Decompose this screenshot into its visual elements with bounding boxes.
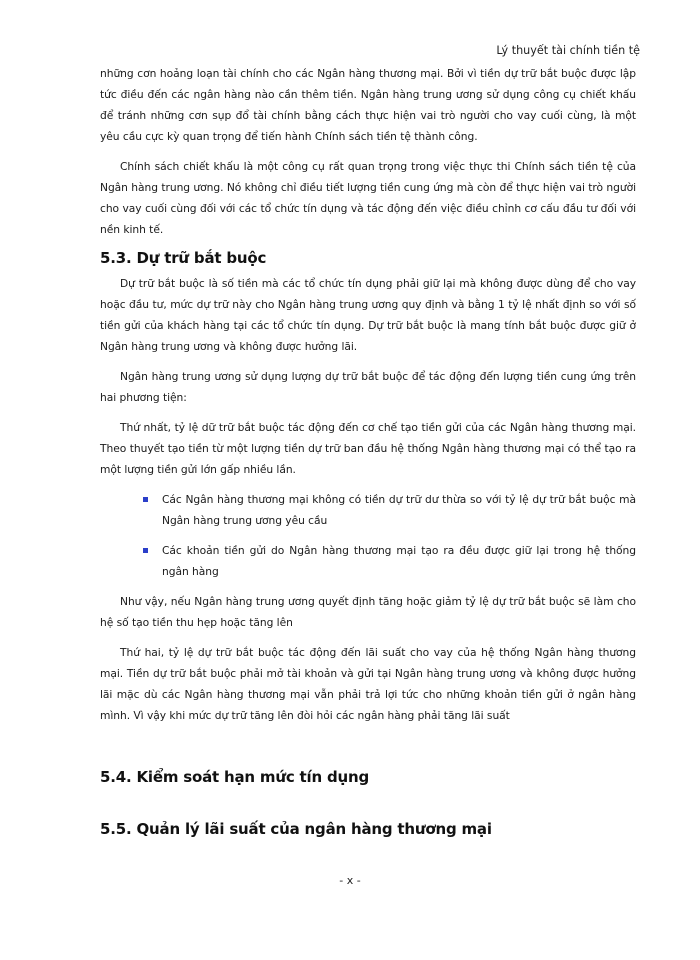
section-heading-5-4: 5.4. Kiểm soát hạn mức tín dụng [100,768,370,786]
section-heading-5-5: 5.5. Quản lý lãi suất của ngân hàng thương mại [100,820,492,838]
square-bullet-icon [143,548,148,553]
intro-paragraph-2: Chính sách chiết khấu là một công cụ rất quan trọng trong việc thực thi Chính sách tiền tệ của Ngân hàng trung ương. Nó không chỉ điều tiết lượng tiền cung ứng mà còn để thực hiện vai trò người cho vay cuối cùng đối với các tổ chức tín dụng và tác động đến việc điều chỉnh cơ cấu đầu tư đối với nền kinh tế. [100,160,636,236]
running-header: Lý thuyết tài chính tiền tệ [496,44,640,57]
square-bullet-icon [143,497,148,502]
list-item-text: Các Ngân hàng thương mại không có tiền dự trữ dư thừa so với tỷ lệ dự trữ bắt buộc mà Ngân hàng trung ương yêu cầu [162,493,636,527]
bullet-list [100,489,636,582]
section-5-3-paragraph-2: Ngân hàng trung ương sử dụng lượng dự trữ bắt buộc để tác động đến lượng tiền cung ứng trên hai phương tiện: [100,370,636,404]
section-5-3-paragraph-3: Thứ nhất, tỷ lệ dữ trữ bắt buộc tác động đến cơ chế tạo tiền gửi của các Ngân hàng thương mại. Theo thuyết tạo tiền từ một lượng tiền dự trữ ban đầu hệ thống Ngân hàng thương mại có thể tạo ra một lượng tiền gửi lớn gấp nhiều lần. [100,421,636,476]
section-heading-5-3: 5.3. Dự trữ bắt buộc [100,249,267,267]
section-5-3-paragraph-4: Như vậy, nếu Ngân hàng trung ương quyết định tăng hoặc giảm tỷ lệ dự trữ bắt buộc sẽ làm cho hệ số tạo tiền thu hẹp hoặc tăng lên [100,595,636,629]
section-5-3-paragraph-1: Dự trữ bắt buộc là số tiền mà các tổ chức tín dụng phải giữ lại mà không được dùng để cho vay hoặc đầu tư, mức dự trữ này cho Ngân hàng trung ương quy định và bằng 1 tỷ lệ nhất định so với số tiền gửi của khách hàng tại các tổ chức tín dụng. Dự trữ bắt buộc là mang tính bắt buộc được giữ ở Ngân hàng trung ương và không được hưởng lãi. [100,277,636,353]
list-item [100,489,636,531]
section-5-3-paragraph-5: Thứ hai, tỷ lệ dự trữ bắt buộc tác động đến lãi suất cho vay của hệ thống Ngân hàng thương mại. Tiền dự trữ bắt buộc phải mở tài khoản và gửi tại Ngân hàng trung ương và không được hưởng lãi mặc dù các Ngân hàng thương mại vẫn phải trả lợi tức cho những khoản tiền gửi ở ngân hàng mình. Vì vậy khi mức dự trữ tăng lên đòi hỏi các ngân hàng phải tăng lãi suất [100,646,636,722]
page-number: - x - [339,874,361,887]
list-item [100,540,636,582]
list-item-text: Các khoản tiền gửi do Ngân hàng thương mại tạo ra đều được giữ lại trong hệ thống ngân hàng [162,544,636,578]
page-content [100,63,636,838]
intro-paragraph-1: những cơn hoảng loạn tài chính cho các Ngân hàng thương mại. Bởi vì tiền dự trữ bắt buộc được lập tức điều đến các ngân hàng nào cần thêm tiền. Ngân hàng trung ương sử dụng công cụ chiết khấu để tránh những cơn sụp đổ tài chính bằng cách thực hiện vai trò người cho vay cuối cùng, là một yêu cầu cực kỳ quan trọng để tiến hành Chính sách tiền tệ thành công. [100,67,636,143]
